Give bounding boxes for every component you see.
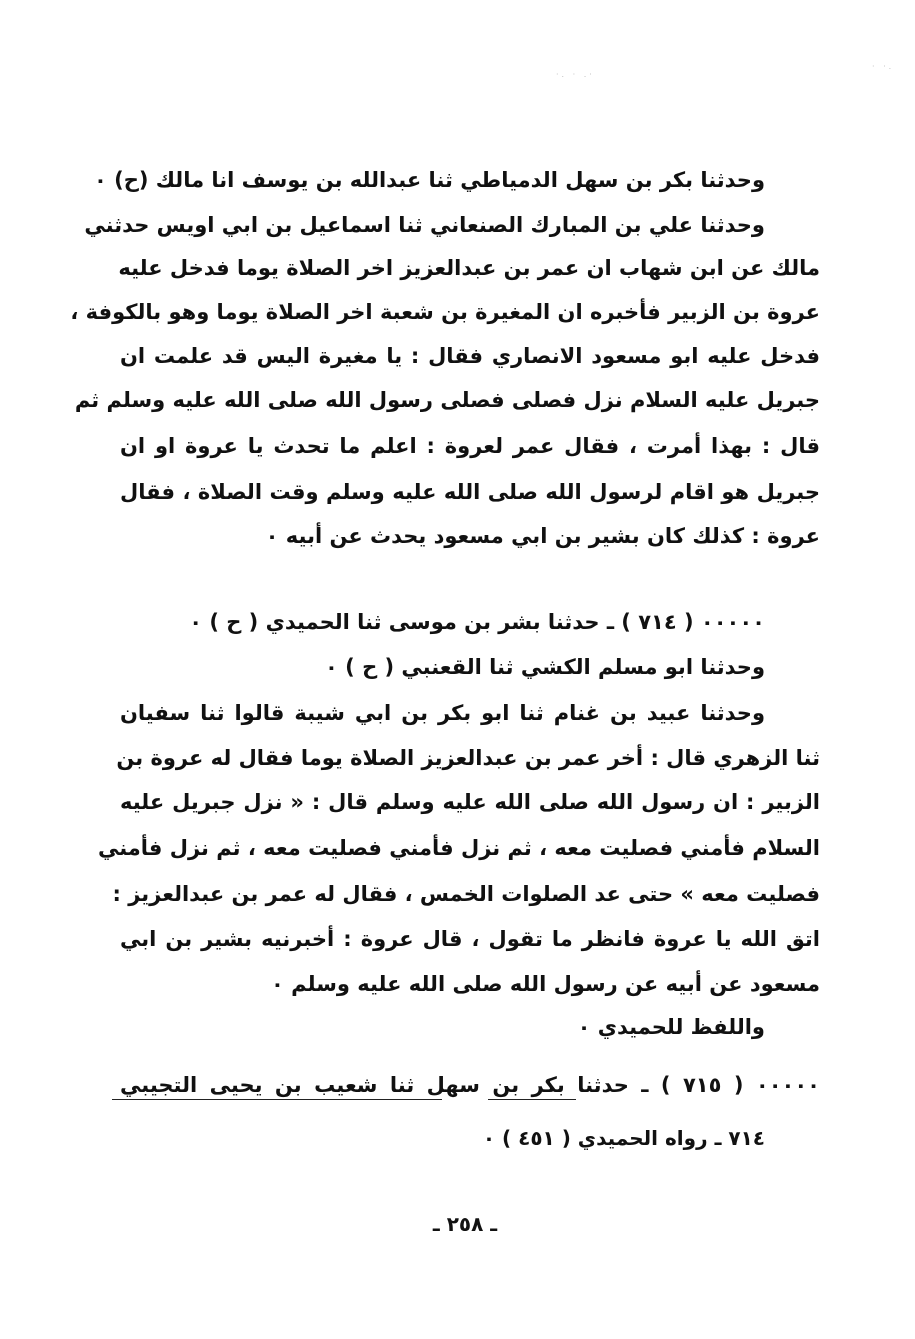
text-line: جبريل عليه السلام نزل فصلى فصلى رسول الله صلى الله عليه وسلم ثم	[74, 388, 820, 412]
page-number: ـ ٢٥٨ ـ	[432, 1212, 498, 1236]
text-line: عروة بن الزبير فأخبره ان المغيرة بن شعبة اخر الصلاة يوما وهو بالكوفة ،	[70, 300, 820, 324]
hadith-heading-714: ٠٠٠٠٠ ( ٧١٤ ) ـ حدثنا بشر بن موسى ثنا الحميدي ( ح ) ٠	[189, 610, 765, 634]
footnote: ٧١٤ ـ رواه الحميدي ( ٤٥١ ) ٠	[482, 1126, 765, 1150]
scan-speck: ·. · .·	[556, 70, 595, 79]
text-line: مسعود عن أبيه عن رسول الله صلى الله عليه وسلم ٠	[271, 972, 820, 996]
footnote-separator	[112, 1099, 442, 1100]
text-line: فدخل عليه ابو مسعود الانصاري فقال : يا مغيرة اليس قد علمت ان	[120, 344, 820, 368]
text-line: وحدثنا علي بن المبارك الصنعاني ثنا اسماعيل بن ابي اويس حدثني	[84, 213, 765, 237]
text-line: فصليت معه » حتى عد الصلوات الخمس ، فقال له عمر بن عبدالعزيز :	[112, 882, 820, 906]
text-line: قال : بهذا أمرت ، فقال عمر لعروة : اعلم ما تحدث يا عروة او ان	[120, 434, 820, 458]
text-line: وحدثنا بكر بن سهل الدمياطي ثنا عبدالله بن يوسف انا مالك (ح) ٠	[93, 168, 765, 192]
text-line: مالك عن ابن شهاب ان عمر بن عبدالعزيز اخر الصلاة يوما فدخل عليه	[118, 256, 820, 280]
text-line: الزبير : ان رسول الله صلى الله عليه وسلم قال : « نزل جبريل عليه	[120, 790, 820, 814]
text-line: جبريل هو اقام لرسول الله صلى الله عليه وسلم وقت الصلاة ، فقال	[120, 480, 820, 504]
footnote-separator	[488, 1099, 576, 1100]
text-line: السلام فأمني فصليت معه ، ثم نزل فأمني فصليت معه ، ثم نزل فأمني	[97, 836, 820, 860]
text-line: واللفظ للحميدي ٠	[577, 1015, 765, 1039]
text-line: وحدثنا ابو مسلم الكشي ثنا القعنبي ( ح ) ٠	[325, 655, 765, 679]
text-line: عروة : كذلك كان بشير بن ابي مسعود يحدث عن أبيه ٠	[265, 524, 820, 548]
text-line: اتق الله يا عروة فانظر ما تقول ، قال عروة : أخبرنيه بشير بن ابي	[120, 927, 820, 951]
scan-speck: · ·.	[872, 62, 895, 71]
hadith-heading-715: ٠٠٠٠٠ ( ٧١٥ ) ـ حدثنا بكر بن سهل ثنا شعيب بن يحيى التجيبي	[120, 1073, 820, 1097]
text-line: ثنا الزهري قال : أخر عمر بن عبدالعزيز الصلاة يوما فقال له عروة بن	[116, 746, 820, 770]
text-line: وحدثنا عبيد بن غنام ثنا ابو بكر بن ابي شيبة قالوا ثنا سفيان	[120, 701, 765, 725]
